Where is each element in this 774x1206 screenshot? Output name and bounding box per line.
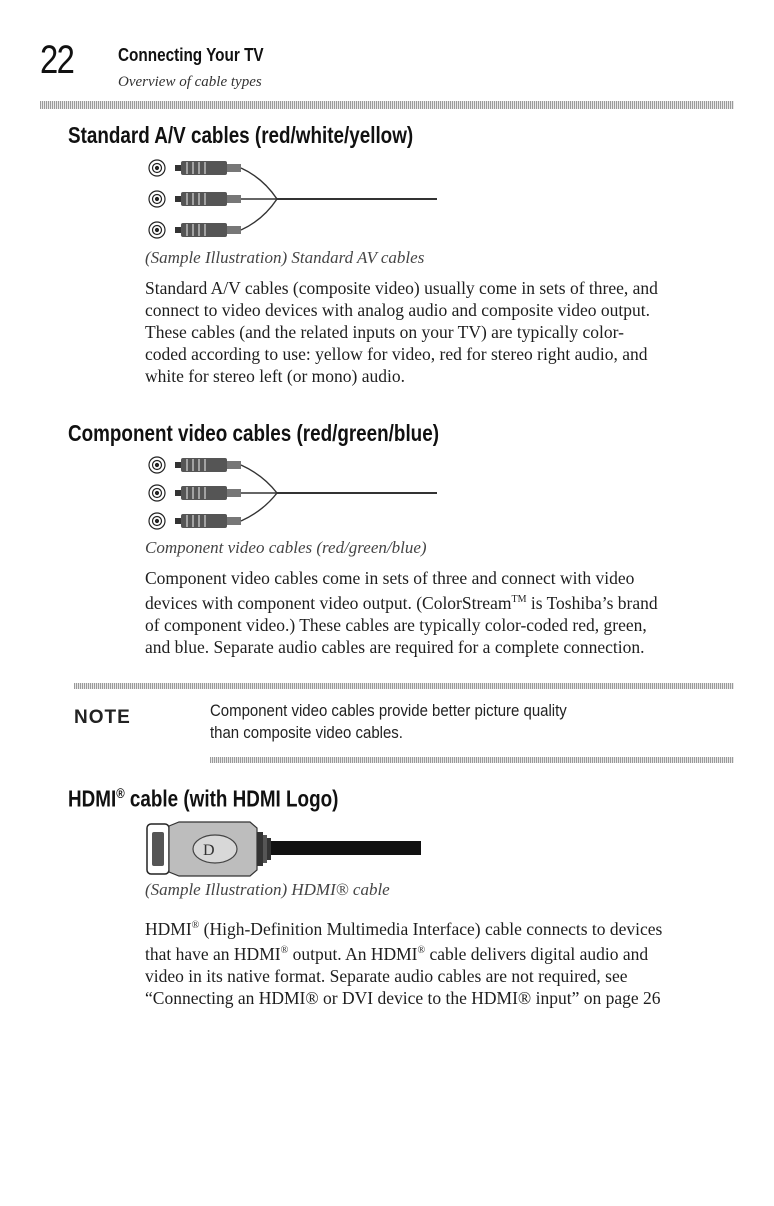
section-heading-component: Component video cables (red/green/blue) — [68, 420, 439, 446]
svg-text:D: D — [203, 842, 215, 859]
hdmi-caption: (Sample Illustration) HDMI® cable — [145, 880, 390, 899]
header-rule — [40, 101, 734, 109]
page-number: 22 — [40, 38, 74, 82]
component-cables-illustration — [145, 455, 445, 545]
av-caption: (Sample Illustration) Standard AV cables — [145, 248, 425, 267]
hdmi-description-text-1: HDMI — [145, 918, 192, 939]
registered-symbol: ® — [417, 944, 426, 956]
av-cables-illustration — [145, 158, 445, 248]
hdmi-heading-main: HDMI — [68, 785, 117, 812]
component-description-text-2: is Toshiba’s brand of component video.) These cables are typically color-coded red, green, and blue. Separate audio cables are required for a complete connection. — [145, 592, 658, 657]
section-heading-hdmi — [68, 785, 338, 813]
note-top-rule — [74, 683, 734, 689]
hdmi-heading-rest: cable (with HDMI Logo) — [124, 785, 339, 812]
hdmi-cable-illustration — [145, 820, 445, 878]
registered-symbol: ® — [116, 785, 125, 801]
chapter-title: Connecting Your TV — [118, 45, 264, 65]
av-description: Standard A/V cables (composite video) usually come in sets of three, and connect to video devices with analog audio and composite video output. These cables (and the related inputs on your TV) are typically color-coded according to use: yellow for video, red for stereo right audio, and white for stereo left (or mono) audio. — [145, 278, 658, 386]
component-caption: Component video cables (red/green/blue) — [145, 538, 427, 557]
note-text: Component video cables provide better picture quality than composite video cables. — [210, 701, 567, 742]
registered-symbol: ® — [280, 944, 289, 956]
hdmi-description-text-2: (High-Definition Multimedia Interface) cable connects to devices that have an HDMI — [145, 918, 663, 964]
hdmi-description — [145, 915, 675, 1009]
hdmi-description-text-3: output. An HDMI — [288, 943, 418, 964]
trademark-symbol: TM — [511, 594, 527, 605]
registered-symbol: ® — [191, 920, 200, 931]
section-heading-av: Standard A/V cables (red/white/yellow) — [68, 122, 414, 148]
component-description-text: Component video cables come in sets of three and connect with video devices with component video output. (ColorStream — [145, 568, 635, 613]
section-subtitle: Overview of cable types — [118, 74, 262, 90]
component-description — [145, 567, 665, 658]
note-label: NOTE — [74, 707, 131, 728]
note-bottom-rule — [210, 757, 734, 763]
hdmi-description-text-4: cable delivers digital audio and video in its native format. Separate audio cables are not required, see “Connecting an HDMI® or DVI device to the HDMI® input” on page 26 — [145, 943, 661, 1008]
